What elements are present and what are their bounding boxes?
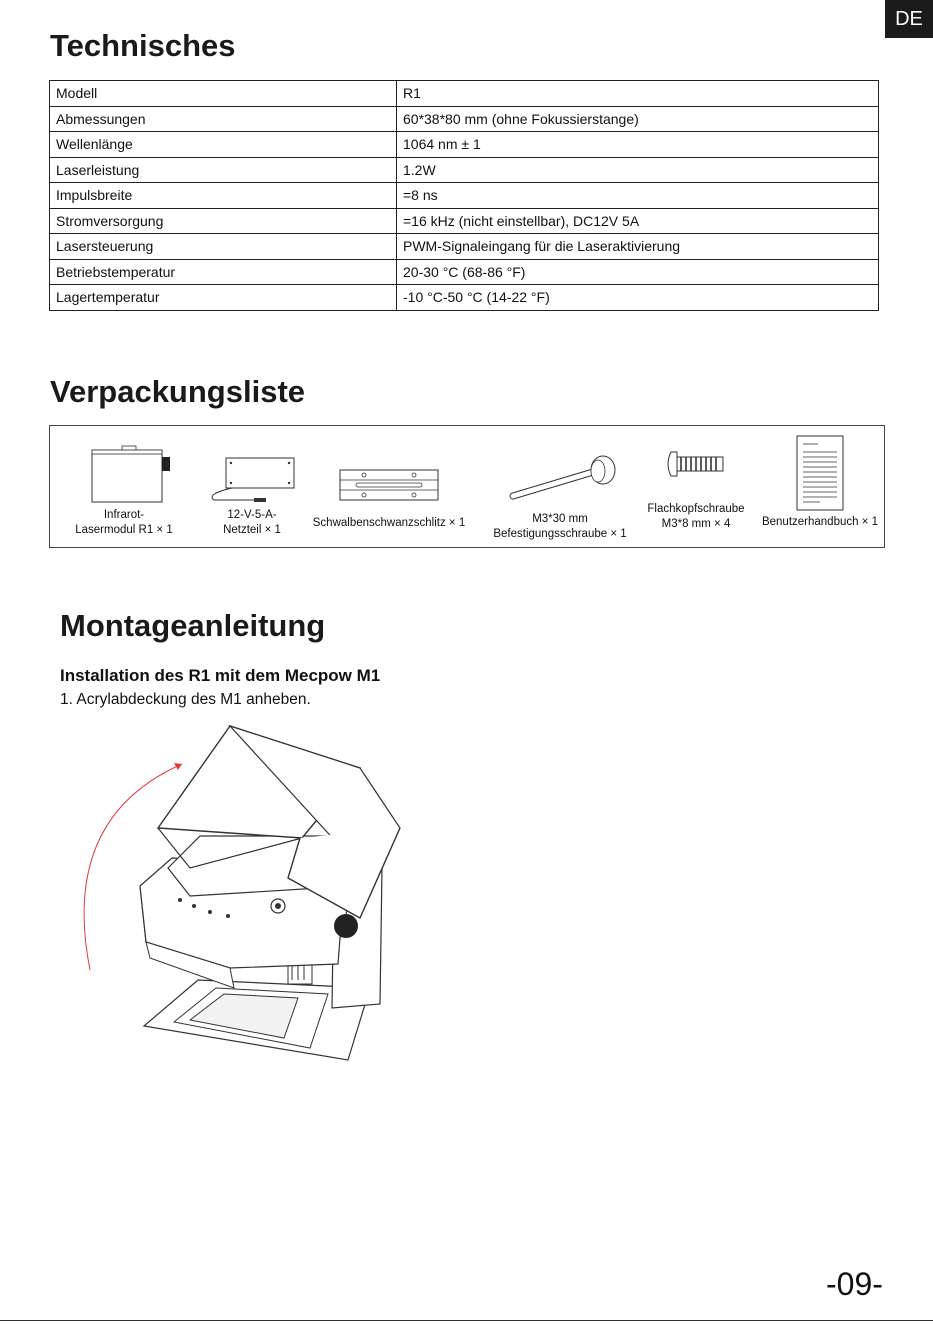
package-item	[64, 444, 184, 538]
machine-lid-open-icon	[70, 718, 420, 1068]
table-row	[50, 234, 879, 260]
power-supply-icon	[202, 454, 302, 506]
table-row	[50, 157, 879, 183]
package-item	[638, 444, 754, 532]
package-item-label-2: Lasermodul R1 × 1	[75, 524, 173, 536]
table-row	[50, 81, 879, 107]
spec-value: R1	[397, 81, 879, 107]
dovetail-slot-icon	[334, 466, 444, 506]
package-item-label-1: 12-V-5-A-	[227, 509, 277, 521]
flat-head-screw-icon	[661, 444, 731, 488]
table-row	[50, 285, 879, 311]
package-item-label-2: Netzteil × 1	[223, 524, 281, 536]
spec-value: 60*38*80 mm (ohne Fokussierstange)	[397, 106, 879, 132]
package-item-label-2: Benutzerhandbuch × 1	[761, 516, 879, 528]
package-item	[304, 466, 474, 531]
package-item-label-1: Flachkopfschraube	[647, 503, 745, 515]
package-list	[49, 425, 885, 548]
spec-key: Laserleistung	[50, 157, 397, 183]
package-item	[482, 450, 638, 542]
fixing-screw-icon	[495, 450, 625, 506]
section-title-technical: Technisches	[50, 28, 236, 63]
spec-value: -10 °C-50 °C (14-22 °F)	[397, 285, 879, 311]
package-item	[756, 434, 884, 530]
section-title-assembly: Montageanleitung	[60, 608, 326, 643]
spec-key: Modell	[50, 81, 397, 107]
spec-key: Impulsbreite	[50, 183, 397, 209]
language-badge: DE	[885, 0, 933, 38]
table-row	[50, 183, 879, 209]
spec-table	[49, 80, 879, 311]
spec-key: Stromversorgung	[50, 208, 397, 234]
spec-value: =8 ns	[397, 183, 879, 209]
spec-value: PWM-Signaleingang für die Laseraktivierung	[397, 234, 879, 260]
table-row	[50, 208, 879, 234]
table-row	[50, 132, 879, 158]
spec-key: Betriebstemperatur	[50, 259, 397, 285]
spec-value: =16 kHz (nicht einstellbar), DC12V 5A	[397, 208, 879, 234]
spec-value: 20-30 °C (68-86 °F)	[397, 259, 879, 285]
package-item-label-2: Befestigungsschraube × 1	[493, 528, 627, 540]
package-item-label-2: Schwalbenschwanzschlitz × 1	[312, 517, 466, 529]
package-item-label-1: M3*30 mm	[532, 513, 588, 525]
laser-module-icon	[74, 444, 174, 506]
assembly-subtitle: Installation des R1 mit dem Mecpow M1	[60, 666, 381, 685]
spec-value: 1.2W	[397, 157, 879, 183]
package-item-label-2: M3*8 mm × 4	[661, 518, 731, 530]
spec-value: 1064 nm ± 1	[397, 132, 879, 158]
table-row	[50, 259, 879, 285]
package-item	[202, 454, 302, 538]
spec-key: Lasersteuerung	[50, 234, 397, 260]
spec-key: Lagertemperatur	[50, 285, 397, 311]
assembly-step-1: 1. Acrylabdeckung des M1 anheben.	[60, 691, 311, 708]
page-number: -09-	[826, 1266, 883, 1302]
table-row	[50, 106, 879, 132]
manual-icon	[790, 434, 850, 514]
spec-key: Wellenlänge	[50, 132, 397, 158]
section-title-package: Verpackungsliste	[50, 374, 306, 409]
package-item-label-1: Infrarot-	[103, 509, 145, 521]
footer-divider	[0, 1320, 933, 1321]
spec-key: Abmessungen	[50, 106, 397, 132]
